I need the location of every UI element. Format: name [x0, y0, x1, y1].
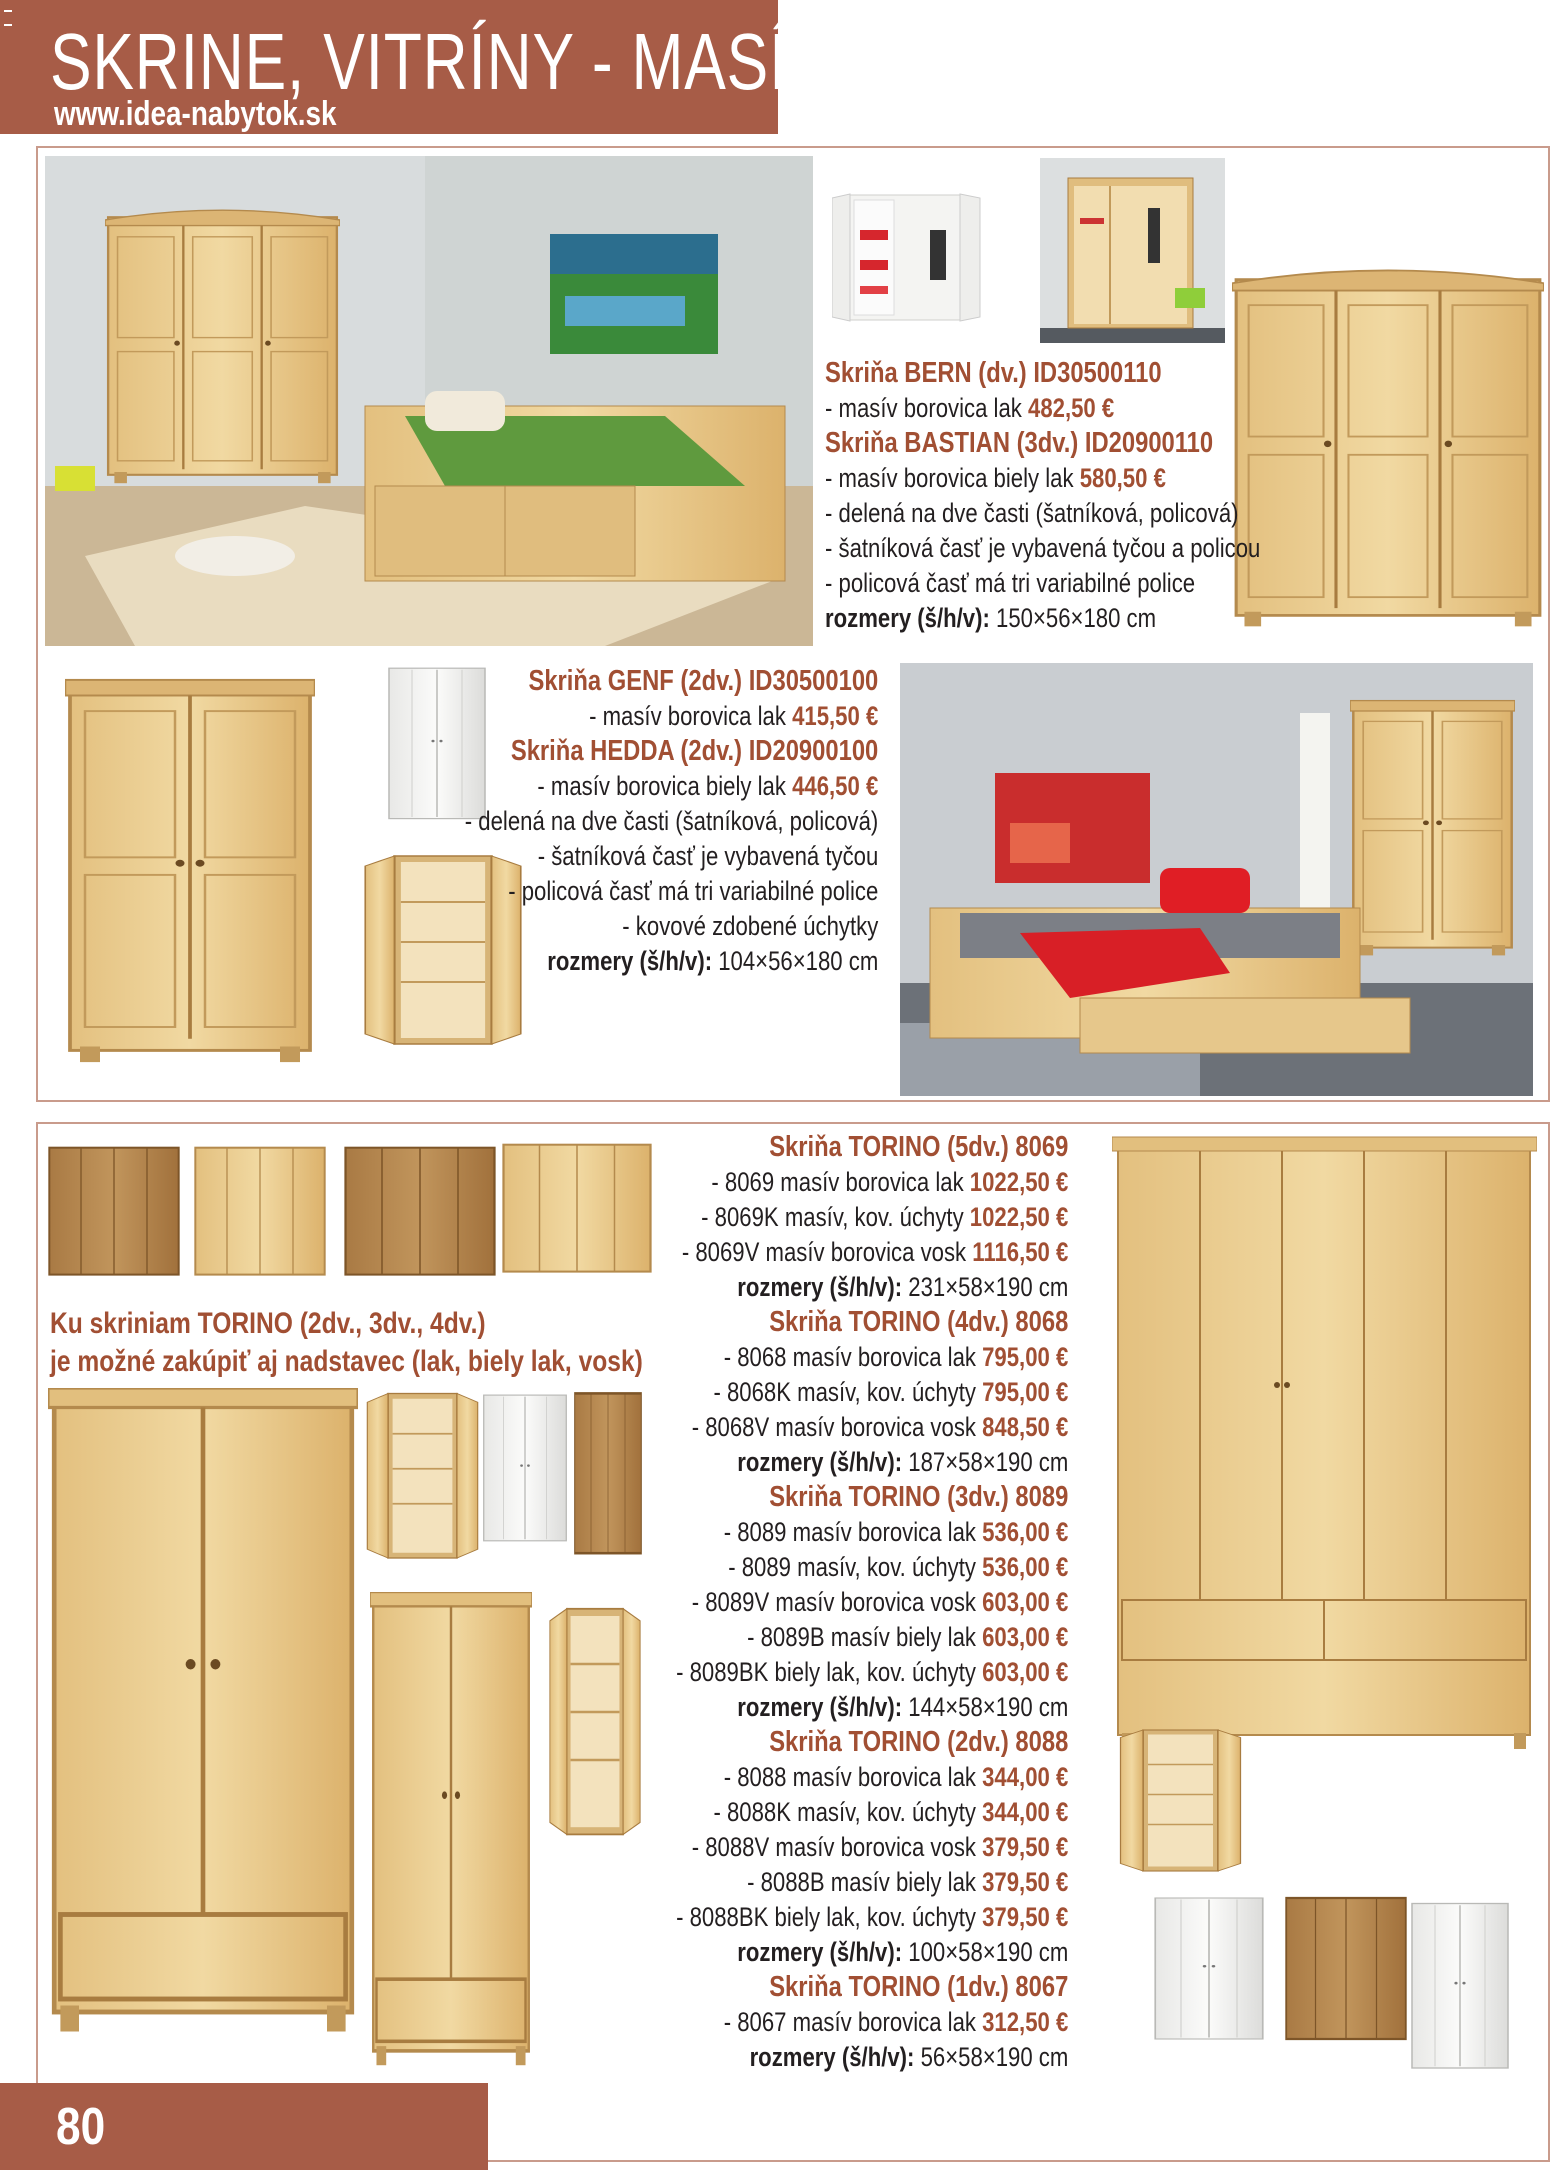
- price: 312,50 €: [981, 2007, 1068, 2037]
- feature-line: - policová časť má tri variabilné police: [825, 568, 1196, 598]
- torino-5dv-image: [1112, 1135, 1537, 1755]
- price: 1022,50 €: [969, 1167, 1068, 1197]
- price: 344,00 €: [981, 1762, 1068, 1792]
- price: 536,00 €: [981, 1552, 1068, 1582]
- dimensions-label: rozmery (š/h/v):: [736, 1447, 902, 1477]
- variant-row: [676, 1760, 1068, 1795]
- variant-row: [676, 2005, 1068, 2040]
- price: 1116,50 €: [971, 1237, 1068, 1267]
- variant-row: [464, 699, 878, 734]
- dimensions-label: rozmery (š/h/v):: [736, 1692, 902, 1722]
- dimensions-label: rozmery (š/h/v):: [749, 2042, 915, 2072]
- dimensions-value: 56×58×190 cm: [920, 2042, 1068, 2072]
- price: 415,50 €: [791, 701, 878, 731]
- variant-row: [676, 1830, 1068, 1865]
- dimensions-label: rozmery (š/h/v):: [825, 603, 990, 633]
- feature-line: - delená na dve časti (šatníková, policová): [464, 806, 878, 836]
- product-title: Skriňa BERN (dv.) ID30500110: [825, 357, 1162, 389]
- torino-white-3dv-image: [1153, 1895, 1265, 2045]
- product-title: Skriňa HEDDA (2dv.) ID20900100: [510, 735, 878, 767]
- website-url[interactable]: www.idea-nabytok.sk: [54, 95, 337, 133]
- variant-label: - 8088 masív borovica lak: [723, 1762, 976, 1792]
- price: 795,00 €: [981, 1377, 1068, 1407]
- price: 603,00 €: [981, 1622, 1068, 1652]
- torino-2dv-image: [48, 1388, 358, 2038]
- torino-top-dark-1: [48, 1145, 180, 1280]
- menu-icon: [4, 10, 12, 26]
- product-title: Skriňa BASTIAN (3dv.) ID20900110: [825, 427, 1214, 459]
- feature-line: - delená na dve časti (šatníková, policová): [825, 498, 1239, 528]
- variant-label: - masív borovica lak: [588, 701, 786, 731]
- variant-label: - 8069 masív borovica lak: [711, 1167, 964, 1197]
- variant-label: - 8068K masív, kov. úchyty: [713, 1377, 976, 1407]
- product-title: Skriňa TORINO (2dv.) 8088: [768, 1726, 1068, 1758]
- price: 536,00 €: [981, 1517, 1068, 1547]
- torino-product-list: [590, 1130, 1068, 2075]
- dimensions: [676, 1445, 1068, 1480]
- variant-label: - 8068V masív borovica vosk: [691, 1412, 976, 1442]
- variant-row: [676, 1585, 1068, 1620]
- torino-white-image: [482, 1392, 568, 1547]
- dimensions: [464, 944, 878, 979]
- variant-label: - 8088B masív biely lak: [746, 1867, 976, 1897]
- variant-label: - 8068 masív borovica lak: [723, 1342, 976, 1372]
- price: 795,00 €: [981, 1342, 1068, 1372]
- price: 344,00 €: [981, 1797, 1068, 1827]
- variant-row: [464, 769, 878, 804]
- product-title: Skriňa TORINO (4dv.) 8068: [768, 1306, 1068, 1338]
- torino-dark-3dv-image: [1285, 1895, 1407, 2045]
- variant-row: [676, 1550, 1068, 1585]
- bern-interior-photo: [1040, 158, 1225, 343]
- bern-product-info: [825, 356, 1356, 636]
- variant-row: [676, 1655, 1068, 1690]
- variant-row: [676, 1410, 1068, 1445]
- feature-line: - kovové zdobené úchytky: [622, 911, 878, 941]
- dimensions-value: 187×58×190 cm: [907, 1447, 1068, 1477]
- product-title: Skriňa TORINO (1dv.) 8067: [768, 1971, 1068, 2003]
- price: 482,50 €: [1028, 393, 1115, 423]
- dimensions-label: rozmery (š/h/v):: [736, 1937, 902, 1967]
- note-line: Ku skriniam TORINO (2dv., 3dv., 4dv.): [50, 1307, 486, 1340]
- variant-row: [676, 1865, 1068, 1900]
- variant-row: [825, 391, 1260, 426]
- torino-white-2dv-image: [1410, 1900, 1510, 2075]
- variant-row: [676, 1375, 1068, 1410]
- bastian-interior-photo: [832, 190, 992, 325]
- variant-label: - 8089 masív, kov. úchyty: [727, 1552, 976, 1582]
- dimensions: [676, 2040, 1068, 2075]
- torino-1dv-image: [370, 1592, 532, 2070]
- variant-label: - masív borovica biely lak: [825, 463, 1074, 493]
- feature-line: - policová časť má tri variabilné police: [507, 876, 878, 906]
- variant-row: [676, 1165, 1068, 1200]
- price: 379,50 €: [981, 1902, 1068, 1932]
- variant-label: - 8088K masív, kov. úchyty: [713, 1797, 976, 1827]
- variant-label: - 8089BK biely lak, kov. úchyty: [675, 1657, 976, 1687]
- page-title: SKRINE, VITRÍNY - MASÍV: [50, 17, 830, 106]
- torino-open-interior-image: [1118, 1727, 1243, 1877]
- variant-row: [825, 461, 1260, 496]
- price: 848,50 €: [981, 1412, 1068, 1442]
- feature-line: - šatníková časť je vybavená tyčou: [537, 841, 878, 871]
- feature-line: - šatníková časť je vybavená tyčou a policou: [825, 533, 1261, 563]
- variant-label: - 8069K masív, kov. úchyty: [700, 1202, 964, 1232]
- dimensions: [676, 1270, 1068, 1305]
- product-title: Skriňa GENF (2dv.) ID30500100: [528, 665, 878, 697]
- torino-3dv-open-image: [365, 1390, 480, 1565]
- variant-row: [676, 1900, 1068, 1935]
- page-number: 80: [56, 2098, 106, 2156]
- variant-label: - 8089B masív biely lak: [746, 1622, 976, 1652]
- variant-row: [676, 1235, 1068, 1270]
- price: 1022,50 €: [969, 1202, 1068, 1232]
- variant-label: - masív borovica biely lak: [537, 771, 786, 801]
- variant-label: - 8089V masív borovica vosk: [691, 1587, 976, 1617]
- variant-row: [676, 1340, 1068, 1375]
- price: 379,50 €: [981, 1867, 1068, 1897]
- bedroom-photo-genf: [900, 663, 1533, 1096]
- dimensions-label: rozmery (š/h/v):: [736, 1272, 902, 1302]
- torino-top-light-1: [194, 1145, 326, 1280]
- variant-row: [676, 1515, 1068, 1550]
- bedroom-photo-bern: [45, 156, 813, 646]
- variant-row: [676, 1795, 1068, 1830]
- variant-label: - 8088V masív borovica vosk: [691, 1832, 976, 1862]
- dimensions-value: 144×58×190 cm: [907, 1692, 1068, 1722]
- variant-label: - masív borovica lak: [825, 393, 1022, 423]
- variant-label: - 8089 masív borovica lak: [723, 1517, 976, 1547]
- note-line: je možné zakúpiť aj nadstavec (lak, biely lak, vosk): [50, 1345, 643, 1378]
- variant-label: - 8069V masív borovica vosk: [681, 1237, 966, 1267]
- dimensions-label: rozmery (š/h/v):: [546, 946, 712, 976]
- price: 603,00 €: [981, 1587, 1068, 1617]
- dimensions-value: 150×56×180 cm: [996, 603, 1157, 633]
- dimensions-value: 231×58×190 cm: [907, 1272, 1068, 1302]
- variant-row: [676, 1200, 1068, 1235]
- variant-label: - 8088BK biely lak, kov. úchyty: [675, 1902, 976, 1932]
- dimensions: [825, 601, 1260, 636]
- price: 446,50 €: [791, 771, 878, 801]
- dimensions: [676, 1935, 1068, 1970]
- product-title: Skriňa TORINO (3dv.) 8089: [768, 1481, 1068, 1513]
- dimensions: [676, 1690, 1068, 1725]
- dimensions-value: 104×56×180 cm: [717, 946, 878, 976]
- genf-wardrobe-image: [65, 676, 315, 1066]
- price: 379,50 €: [981, 1832, 1068, 1862]
- product-title: Skriňa TORINO (5dv.) 8069: [768, 1131, 1068, 1163]
- genf-product-info: [374, 664, 878, 979]
- torino-top-dark-2: [344, 1145, 496, 1280]
- variant-label: - 8067 masív borovica lak: [723, 2007, 976, 2037]
- price: 580,50 €: [1079, 463, 1166, 493]
- dimensions-value: 100×58×190 cm: [907, 1937, 1068, 1967]
- price: 603,00 €: [981, 1657, 1068, 1687]
- variant-row: [676, 1620, 1068, 1655]
